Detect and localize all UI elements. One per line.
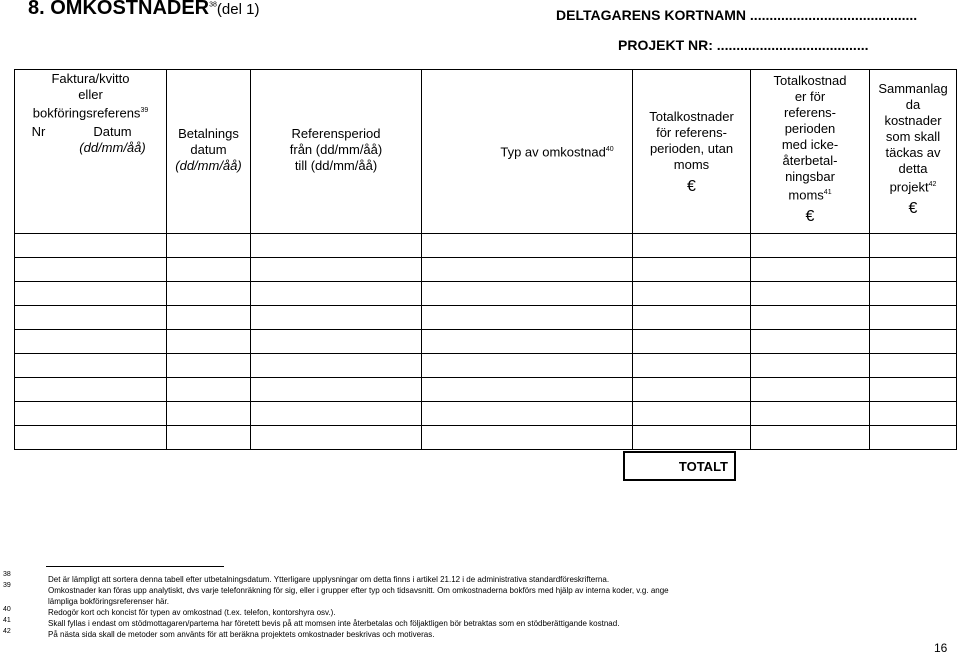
euro-icon: €: [805, 208, 815, 225]
footnote-divider: [46, 566, 224, 567]
header-datum-format: (dd/mm/åå): [79, 140, 146, 155]
header-payment-date: Betalnings datum (dd/mm/åå): [167, 70, 251, 234]
table-row: [15, 426, 957, 450]
header-total-incl-vat: Totalkostnad er för referens- perioden med icke- återbetal- ningsbar moms$^{41}$ €: [751, 70, 870, 234]
table-row: [15, 234, 957, 258]
table-row: [15, 330, 957, 354]
page-title: [28, 0, 259, 20]
invoice-group-line1: Faktura/kvitto: [51, 71, 130, 86]
project-number-field[interactable]: PROJEKT NR: .......................................: [618, 37, 869, 53]
footnote-number: 38: [3, 571, 11, 578]
euro-icon: €: [687, 178, 696, 195]
header-nr: Nr: [31, 124, 46, 139]
expense-table: [14, 69, 957, 450]
table-row: [15, 378, 957, 402]
header-reference-period: Referensperiod från (dd/mm/åå) till (dd/mm/åå): [251, 70, 422, 234]
footnote-number: 41: [3, 617, 11, 624]
footnote-text: På nästa sida skall de metoder som använts för att beräkna projektets omkostnader beskrivas och motiveras.: [48, 630, 435, 639]
footnote-text: lämpliga bokföringsreferenser här.: [48, 597, 169, 606]
table-row: [15, 306, 957, 330]
total-field[interactable]: [623, 451, 736, 481]
header-expense-type: Typ av omkostnad$^{40}$: [422, 70, 633, 234]
footnote-text: Omkostnader kan föras upp analytiskt, dvs varje telefonräkning för sig, eller i grupper efter typ och tidsavsnitt. Om omkostnaderna bokförs med hjälp av interna koder, v.g. ange: [48, 586, 669, 595]
footnote-text: Det är lämpligt att sortera denna tabell efter utbetalningsdatum. Ytterligare upplysningar om detta finns i artikel 21.12 i de administrativa standardföreskrifterna.: [48, 575, 610, 584]
total-label: TOTALT: [678, 459, 728, 474]
page-number: 16: [934, 641, 948, 655]
footnote-number: 40: [3, 606, 11, 613]
footnote-text: Redogör kort och koncist för typen av omkostnad (t.ex. telefon, kontorshyra osv.).: [48, 608, 336, 617]
invoice-group-line3: bokföringsreferens$^{39}$: [32, 105, 149, 121]
table-row: [15, 258, 957, 282]
title-main: 8. OMKOSTNADER: [28, 0, 210, 19]
table-row: [15, 282, 957, 306]
footnote-number: 42: [3, 628, 11, 635]
footnote-text: Skall fyllas i endast om stödmottagaren/partema har företett bevis på att momsen inte återbetalas och följaktligen bör betraktas som en stödberättigande kostnad.: [48, 619, 620, 628]
table-row: [15, 402, 957, 426]
title-tail: (del 1): [216, 1, 260, 18]
euro-icon: €: [908, 200, 918, 217]
header-invoice-group: [15, 70, 167, 234]
title-footnote-ref: 38: [209, 1, 217, 9]
header-datum: Datum: [93, 124, 132, 139]
invoice-group-line2: eller: [78, 87, 103, 102]
table-row: [15, 354, 957, 378]
header-total-excl-vat: Totalkostnader för referens- perioden, utan moms €: [633, 70, 751, 234]
header-project-costs: Sammanlag da kostnader som skall täckas av detta projekt$^{42}$ €: [870, 70, 957, 234]
participant-shortname-field[interactable]: DELTAGARENS KORTNAMN ...........................................: [556, 7, 918, 23]
footnote-number: 39: [3, 582, 11, 589]
